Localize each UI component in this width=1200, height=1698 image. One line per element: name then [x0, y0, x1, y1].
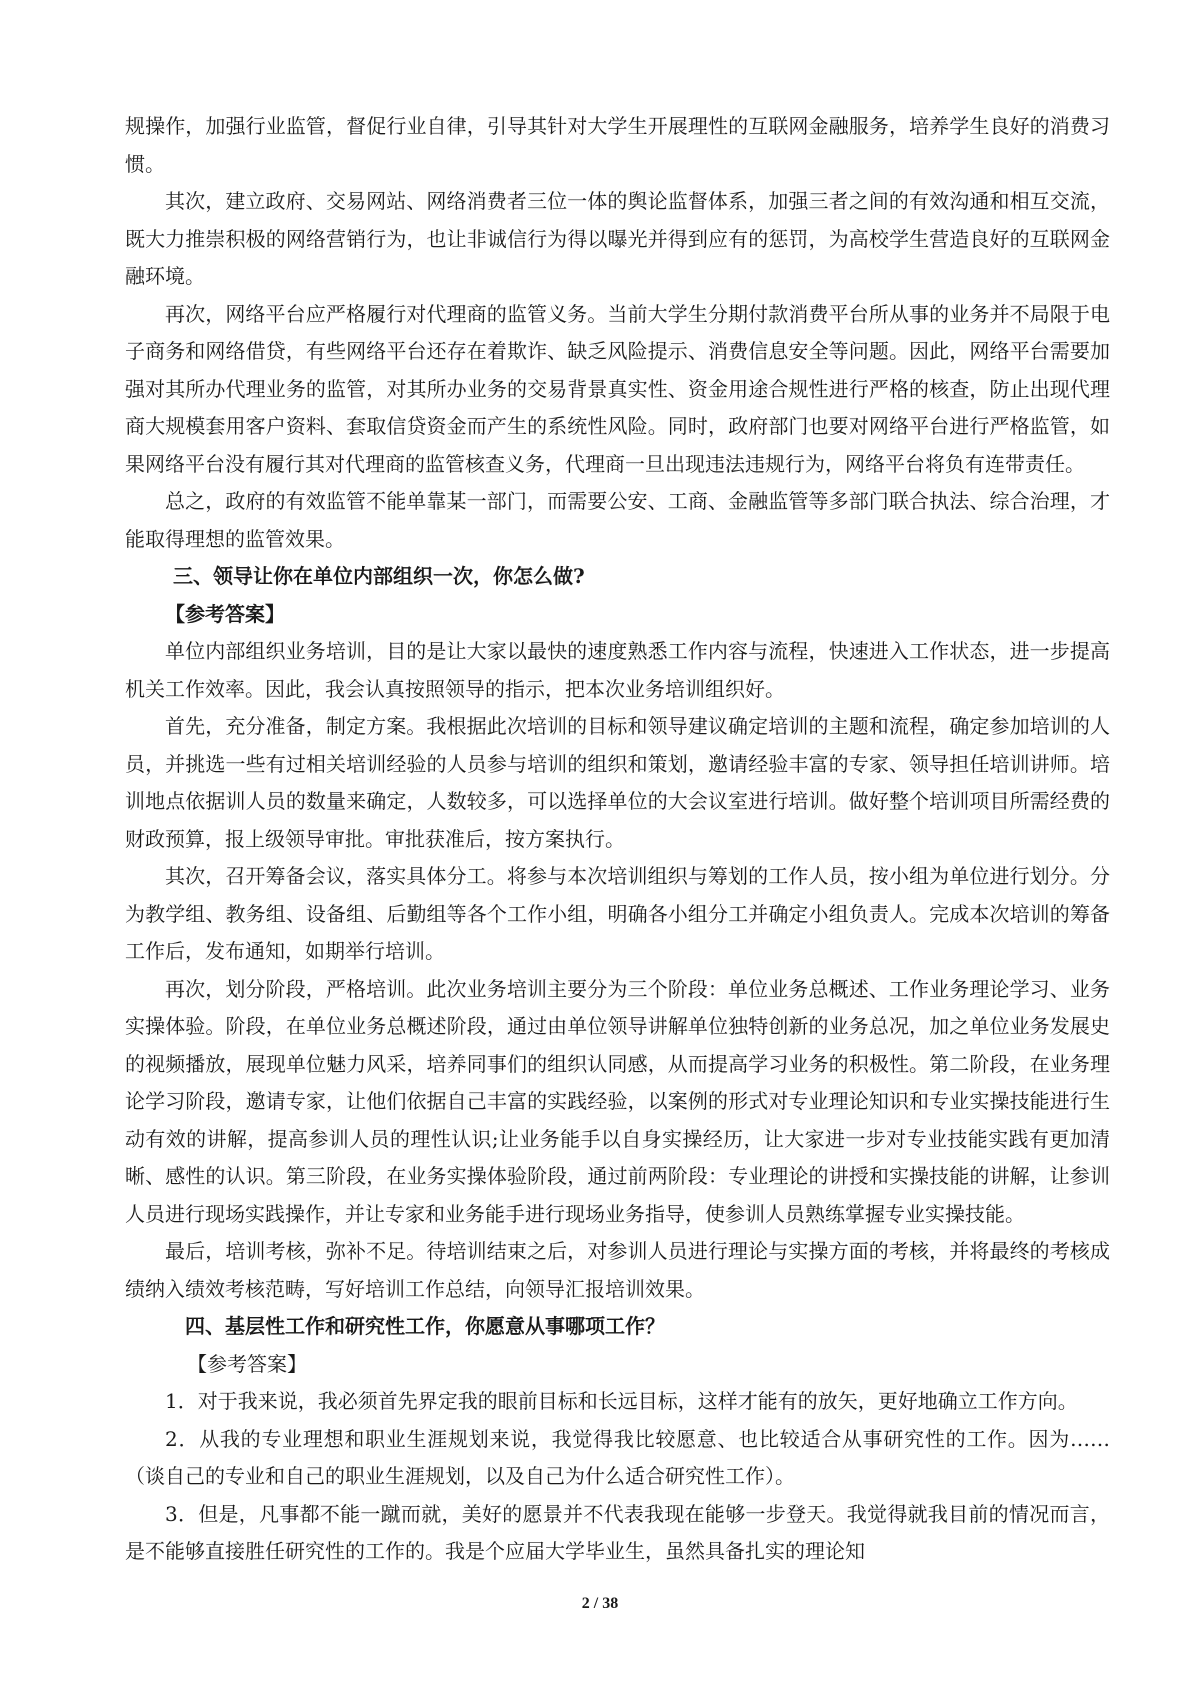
paragraph: 其次，建立政府、交易网站、网络消费者三位一体的舆论监督体系，加强三者之间的有效沟通和相互交流，既大力推崇积极的网络营销行为，也让非诚信行为得以曝光并得到应有的惩罚，为高校学生营造良好的互联网金融环境。 [125, 189, 1110, 288]
numbered-paragraph: 3．但是，凡事都不能一蹴而就，美好的愿景并不代表我现在能够一步登天。我觉得就我目前的情况而言，是不能够直接胜任研究性的工作的。我是个应届大学毕业生，虽然具备扎实的理论知 [125, 1501, 1110, 1563]
paragraph: 总之，政府的有效监管不能单靠某一部门，而需要公安、工商、金融监管等多部门联合执法、综合治理，才能取得理想的监管效果。 [125, 489, 1110, 551]
numbered-paragraph: 1．对于我来说，我必须首先界定我的眼前目标和长远目标，这样才能有的放矢，更好地确立工作方向。 [165, 1389, 1078, 1413]
section-heading: 四、基层性工作和研究性工作，你愿意从事哪项工作？ [185, 1314, 665, 1338]
paragraph: 最后，培训考核，弥补不足。待培训结束之后，对参训人员进行理论与实操方面的考核，并将最终的考核成绩纳入绩效考核范畴，写好培训工作总结，向领导汇报培训效果。 [125, 1239, 1110, 1301]
paragraph: 再次，网络平台应严格履行对代理商的监管义务。当前大学生分期付款消费平台所从事的业务并不局限于电子商务和网络借贷，有些网络平台还存在着欺诈、缺乏风险提示、消费信息安全等问题。因此，网络平台需要加强对其所办代理业务的监管，对其所办业务的交易背景真实性、资金用途合规性进行严格的核查，防止出现代理商大规模套用客户资料、套取信贷资金而产生的系统性风险。同时，政府部门也要对网络平台进行严格监管，如果网络平台没有履行其对代理商的监管核查义务，代理商一旦出现违法违规行为，网络平台将负有连带责任。 [125, 301, 1110, 476]
page-number: 2 / 38 [581, 1595, 619, 1612]
section-heading: 三、领导让你在单位内部组织一次，你怎么做? [173, 564, 585, 588]
paragraph: 首先，充分准备，制定方案。我根据此次培训的目标和领导建议确定培训的主题和流程，确定参加培训的人员，并挑选一些有过相关培训经验的人员参与培训的组织和策划，邀请经验丰富的专家、领导担任培训讲师。培训地点依据训人员的数量来确定，人数较多，可以选择单位的大会议室进行培训。做好整个培训项目所需经费的财政预算，报上级领导审批。审批获准后，按方案执行。 [125, 714, 1110, 851]
numbered-paragraph: 2．从我的专业理想和职业生涯规划来说，我觉得我比较愿意、也比较适合从事研究性的工作。因为……（谈自己的专业和自己的职业生涯规划，以及自己为什么适合研究性工作）。 [125, 1426, 1110, 1488]
paragraph: 单位内部组织业务培训，目的是让大家以最快的速度熟悉工作内容与流程，快速进入工作状态，进一步提高机关工作效率。因此，我会认真按照领导的指示，把本次业务培训组织好。 [125, 639, 1110, 701]
paragraph: 其次，召开筹备会议，落实具体分工。将参与本次培训组织与筹划的工作人员，按小组为单位进行划分。分为教学组、教务组、设备组、后勤组等各个工作小组，明确各小组分工并确定小组负责人。完成本次培训的筹备工作后，发布通知，如期举行培训。 [125, 864, 1110, 963]
reference-answer-label: 【参考答案】 [187, 1351, 307, 1376]
paragraph-continuation: 规操作，加强行业监管，督促行业自律，引导其针对大学生开展理性的互联网金融服务，培养学生良好的消费习惯。 [125, 114, 1110, 176]
document-body [125, 108, 1110, 1571]
reference-answer-label: 【参考答案】 [165, 601, 285, 626]
paragraph: 再次，划分阶段，严格培训。此次业务培训主要分为三个阶段：单位业务总概述、工作业务理论学习、业务实操体验。阶段，在单位业务总概述阶段，通过由单位领导讲解单位独特创新的业务总况，加之单位业务发展史的视频播放，展现单位魅力风采，培养同事们的组织认同感，从而提高学习业务的积极性。第二阶段，在业务理论学习阶段，邀请专家，让他们依据自己丰富的实践经验，以案例的形式对专业理论知识和专业实操技能进行生动有效的讲解，提高参训人员的理性认识;让业务能手以自身实操经历，让大家进一步对专业技能实践有更加清晰、感性的认识。第三阶段，在业务实操体验阶段，通过前两阶段：专业理论的讲授和实操技能的讲解，让参训人员进行现场实践操作，并让专家和业务能手进行现场业务指导，使参训人员熟练掌握专业实操技能。 [125, 976, 1110, 1226]
